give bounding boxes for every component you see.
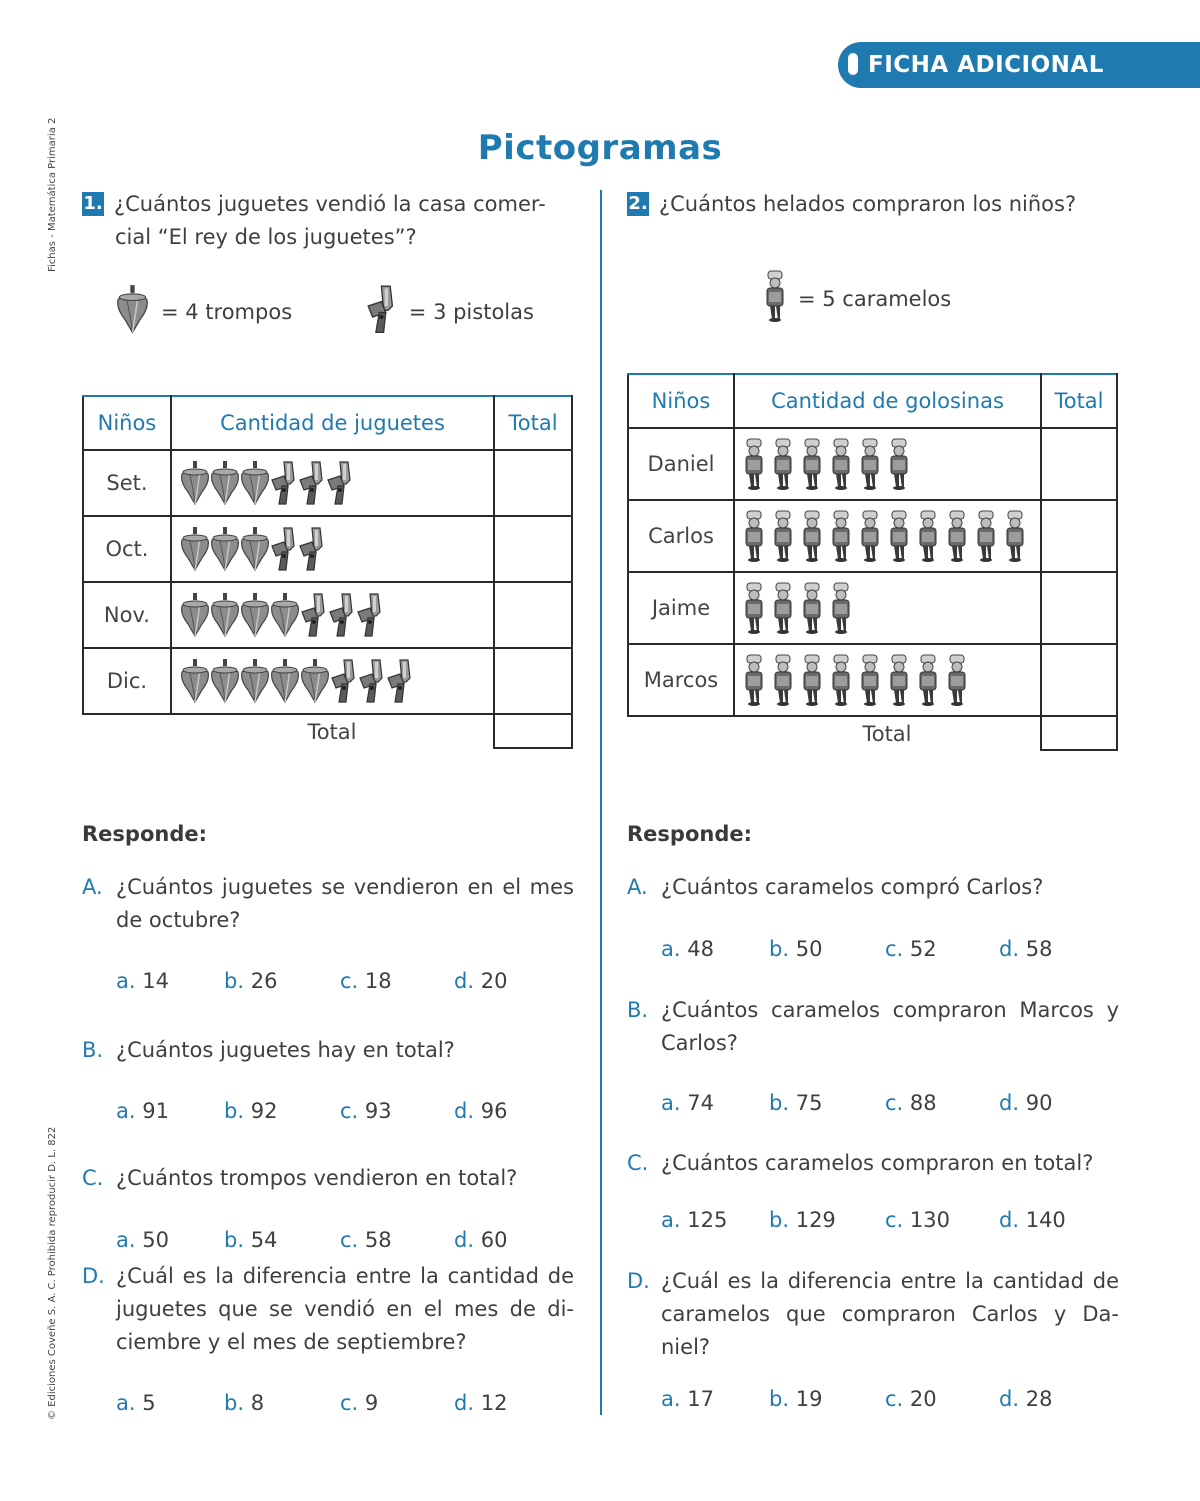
grand-total-cell[interactable] (494, 714, 572, 748)
legend-label: = 3 pistolas (408, 299, 534, 324)
answer-option[interactable] (885, 1091, 937, 1115)
answer-option[interactable] (224, 1391, 264, 1415)
item-letter: D. (82, 1264, 105, 1288)
answer-option[interactable] (769, 1387, 822, 1411)
total-label: Total (307, 719, 357, 744)
candy-pictogram-table (627, 373, 1118, 751)
option-value: 88 (909, 1091, 937, 1115)
pill-icon (848, 53, 858, 75)
answer-option[interactable] (661, 1387, 714, 1411)
option-letter: d. (999, 937, 1020, 961)
option-letter: a. (116, 1099, 136, 1123)
toy-gun-icon (358, 668, 386, 692)
row-icons (171, 516, 494, 582)
option-letter: c. (340, 1391, 359, 1415)
answer-option[interactable] (454, 1228, 507, 1252)
question-2 (627, 188, 1119, 221)
option-letter: d. (454, 969, 475, 993)
candy-figure-icon (801, 667, 823, 691)
row-icons (171, 582, 494, 648)
option-letter: b. (769, 1091, 790, 1115)
option-letter: c. (885, 1208, 904, 1232)
answer-option[interactable] (454, 1391, 507, 1415)
spinning-top-icon (270, 668, 300, 692)
option-value: 9 (364, 1391, 379, 1415)
option-letter: a. (661, 1091, 681, 1115)
candy-figure-icon (743, 451, 765, 475)
answer-option[interactable] (885, 1208, 950, 1232)
option-letter: d. (999, 1091, 1020, 1115)
candy-figure-icon (772, 595, 794, 619)
option-value: 92 (250, 1099, 278, 1123)
option-letter: b. (769, 937, 790, 961)
respond-heading: Responde: (82, 822, 207, 846)
candy-figure-icon (772, 523, 794, 547)
row-icons (734, 500, 1041, 572)
item-text: ¿Cuál es la diferencia entre la cantidad de caramelos que compraron Carlos y Da-niel? (661, 1269, 1119, 1359)
table-row (83, 648, 572, 714)
item-text: ¿Cuántos caramelos compró Carlos? (661, 875, 1044, 899)
question-item (82, 1260, 574, 1359)
answer-option[interactable] (340, 1391, 378, 1415)
spinning-top-icon (300, 668, 330, 692)
page-title: Pictogramas (477, 128, 723, 168)
candy-figure-icon (1004, 523, 1026, 547)
candy-figure-icon (917, 523, 939, 547)
side-caption-bottom: © Ediciones Coveñe S. A. C. Prohibida reproducir D. L. 822 (47, 1126, 58, 1420)
option-value: 48 (687, 937, 714, 961)
option-letter: a. (116, 969, 136, 993)
option-letter: a. (661, 1387, 681, 1411)
option-value: 52 (909, 937, 937, 961)
option-letter: d. (999, 1387, 1020, 1411)
question-item (82, 1162, 574, 1195)
answer-option[interactable] (999, 937, 1052, 961)
item-text: ¿Cuántos caramelos compraron Marcos y Carlos? (661, 998, 1119, 1055)
legend-caramelo (764, 270, 951, 327)
table-row (628, 428, 1117, 500)
row-label: Jaime (628, 572, 734, 644)
option-value: 58 (1025, 937, 1053, 961)
option-value: 18 (364, 969, 392, 993)
spinning-top-icon (180, 602, 210, 626)
question-1 (82, 188, 574, 254)
candy-figure-icon (946, 523, 968, 547)
candy-figure-icon (772, 667, 794, 691)
spinning-top-icon (180, 536, 210, 560)
spinning-top-icon (210, 602, 240, 626)
option-letter: d. (454, 1099, 475, 1123)
option-letter: c. (885, 937, 904, 961)
header-total: Total (494, 396, 572, 450)
spinning-top-icon (116, 284, 161, 340)
option-value: 17 (687, 1387, 714, 1411)
answer-option[interactable] (340, 969, 392, 993)
row-total-cell[interactable] (494, 516, 572, 582)
spinning-top-icon (210, 536, 240, 560)
option-value: 20 (909, 1387, 937, 1411)
option-letter: c. (340, 1099, 359, 1123)
answer-option[interactable] (224, 1228, 277, 1252)
option-value: 91 (142, 1099, 169, 1123)
option-letter: a. (661, 937, 681, 961)
row-label: Dic. (83, 648, 171, 714)
answer-option[interactable] (454, 1099, 507, 1123)
row-total-cell[interactable] (494, 648, 572, 714)
option-value: 96 (480, 1099, 508, 1123)
candy-figure-icon (830, 667, 852, 691)
candy-figure-icon (888, 523, 910, 547)
option-letter: d. (454, 1391, 475, 1415)
row-total-cell[interactable] (494, 450, 572, 516)
option-value: 50 (142, 1228, 169, 1252)
option-value: 20 (480, 969, 508, 993)
table-row (628, 572, 1117, 644)
question-item (627, 871, 1119, 904)
respond-heading: Responde: (627, 822, 752, 846)
option-value: 12 (480, 1391, 508, 1415)
toy-gun-icon (270, 470, 298, 494)
toy-gun-icon (366, 284, 409, 340)
row-icons (734, 572, 1041, 644)
answer-option[interactable] (999, 1091, 1052, 1115)
header-cantidad: Cantidad de golosinas (734, 374, 1041, 428)
answer-option[interactable] (224, 1099, 277, 1123)
option-value: 19 (795, 1387, 823, 1411)
option-value: 14 (142, 969, 169, 993)
side-caption-top: Fichas - Matemática Primaria 2 (47, 117, 58, 272)
question-item (82, 871, 574, 937)
option-value: 90 (1025, 1091, 1053, 1115)
toy-gun-icon (298, 470, 326, 494)
question-text-line: ¿Cuántos juguetes vendió la casa comer- (114, 192, 546, 216)
candy-figure-icon (772, 451, 794, 475)
grand-total-cell[interactable] (1041, 716, 1117, 750)
candy-figure-icon (975, 523, 997, 547)
candy-figure-icon (888, 667, 910, 691)
row-total-cell[interactable] (1041, 428, 1117, 500)
option-value: 125 (687, 1208, 728, 1232)
toy-gun-icon (300, 602, 328, 626)
badge-label: FICHA ADICIONAL (868, 52, 1104, 78)
answer-option[interactable] (999, 1208, 1066, 1232)
question-number: 2. (628, 193, 648, 214)
item-letter: C. (82, 1166, 104, 1190)
answer-option[interactable] (454, 969, 507, 993)
row-label: Daniel (628, 428, 734, 500)
question-item (627, 994, 1119, 1060)
answer-option[interactable] (116, 1099, 169, 1123)
row-label: Carlos (628, 500, 734, 572)
toy-gun-icon (328, 602, 356, 626)
answer-option[interactable] (769, 937, 822, 961)
answer-option[interactable] (116, 969, 169, 993)
candy-figure-icon (917, 667, 939, 691)
item-text: ¿Cuántos juguetes hay en total? (116, 1038, 455, 1062)
row-icons (734, 428, 1041, 500)
row-total-cell[interactable] (1041, 644, 1117, 716)
row-total-cell[interactable] (1041, 572, 1117, 644)
spinning-top-icon (210, 470, 240, 494)
table-row (628, 644, 1117, 716)
question-number: 1. (83, 193, 103, 214)
option-value: 54 (250, 1228, 278, 1252)
option-value: 60 (480, 1228, 508, 1252)
row-icons (171, 648, 494, 714)
candy-figure-icon (830, 451, 852, 475)
item-letter: D. (627, 1269, 650, 1293)
spinning-top-icon (240, 602, 270, 626)
candy-figure-icon (743, 667, 765, 691)
row-label: Marcos (628, 644, 734, 716)
candy-figure-icon (801, 523, 823, 547)
option-value: 130 (909, 1208, 951, 1232)
spinning-top-icon (180, 668, 210, 692)
candy-figure-icon (946, 667, 968, 691)
total-label: Total (862, 721, 912, 746)
candy-figure-icon (859, 523, 881, 547)
item-letter: B. (82, 1038, 104, 1062)
toy-gun-icon (386, 668, 414, 692)
row-icons (171, 450, 494, 516)
spinning-top-icon (240, 536, 270, 560)
candy-figure-icon (801, 451, 823, 475)
option-letter: a. (116, 1391, 136, 1415)
candy-figure-icon (888, 451, 910, 475)
option-letter: d. (999, 1208, 1020, 1232)
header-ninos: Niños (83, 396, 171, 450)
legend-trompo (116, 284, 292, 340)
item-letter: B. (627, 998, 649, 1022)
answer-option[interactable] (116, 1228, 169, 1252)
option-letter: a. (116, 1228, 136, 1252)
option-value: 58 (364, 1228, 392, 1252)
ficha-adicional-badge (838, 42, 1200, 88)
spinning-top-icon (270, 602, 300, 626)
question-item (82, 1034, 574, 1067)
candy-figure-icon (743, 595, 765, 619)
spinning-top-icon (240, 470, 270, 494)
spinning-top-icon (240, 668, 270, 692)
header-cantidad: Cantidad de juguetes (171, 396, 494, 450)
row-total-cell[interactable] (1041, 500, 1117, 572)
table-row (83, 582, 572, 648)
answer-option[interactable] (340, 1099, 392, 1123)
header-total: Total (1041, 374, 1117, 428)
option-value: 129 (795, 1208, 836, 1232)
option-letter: b. (224, 1391, 245, 1415)
candy-figure-icon (830, 523, 852, 547)
item-text: ¿Cuántos trompos vendieron en total? (116, 1166, 518, 1190)
option-letter: b. (224, 1099, 245, 1123)
spinning-top-icon (180, 470, 210, 494)
item-text: ¿Cuántos caramelos compraron en total? (661, 1151, 1094, 1175)
answer-option[interactable] (769, 1208, 836, 1232)
candy-figure-icon (859, 451, 881, 475)
candy-figure-icon (830, 595, 852, 619)
answer-option[interactable] (661, 937, 714, 961)
row-label: Oct. (83, 516, 171, 582)
table-row (83, 450, 572, 516)
toy-gun-icon (330, 668, 358, 692)
question-item (627, 1147, 1119, 1180)
header-ninos: Niños (628, 374, 734, 428)
candy-figure-icon (764, 270, 798, 327)
row-label: Set. (83, 450, 171, 516)
answer-option[interactable] (769, 1091, 822, 1115)
answer-option[interactable] (340, 1228, 392, 1252)
row-label: Nov. (83, 582, 171, 648)
option-letter: c. (340, 969, 359, 993)
answer-option[interactable] (661, 1208, 727, 1232)
answer-option[interactable] (999, 1387, 1052, 1411)
option-value: 8 (250, 1391, 265, 1415)
item-letter: C. (627, 1151, 649, 1175)
spinning-top-icon (210, 668, 240, 692)
column-divider (600, 190, 602, 1415)
option-value: 5 (142, 1391, 156, 1415)
option-letter: b. (769, 1387, 790, 1411)
table-row (628, 500, 1117, 572)
table-row (83, 516, 572, 582)
item-letter: A. (627, 875, 648, 899)
row-total-cell[interactable] (494, 582, 572, 648)
option-letter: b. (769, 1208, 790, 1232)
option-value: 74 (687, 1091, 714, 1115)
toy-gun-icon (298, 536, 326, 560)
option-letter: b. (224, 1228, 245, 1252)
answer-option[interactable] (885, 937, 937, 961)
answer-option[interactable] (116, 1391, 156, 1415)
option-letter: c. (885, 1091, 904, 1115)
total-row (628, 716, 1117, 750)
toy-gun-icon (270, 536, 298, 560)
option-letter: d. (454, 1228, 475, 1252)
question-text-line: ¿Cuántos helados compraron los niños? (659, 192, 1077, 216)
option-value: 75 (795, 1091, 823, 1115)
total-row (83, 714, 572, 748)
option-value: 140 (1025, 1208, 1066, 1232)
candy-figure-icon (801, 595, 823, 619)
item-text: ¿Cuántos juguetes se vendieron en el mes de octubre? (116, 875, 574, 932)
answer-option[interactable] (224, 969, 277, 993)
option-letter: a. (661, 1208, 681, 1232)
option-letter: b. (224, 969, 245, 993)
toy-gun-icon (326, 470, 354, 494)
candy-figure-icon (859, 667, 881, 691)
option-value: 26 (250, 969, 278, 993)
option-value: 28 (1025, 1387, 1053, 1411)
legend-label: = 5 caramelos (798, 286, 952, 311)
option-value: 93 (364, 1099, 392, 1123)
option-letter: c. (885, 1387, 904, 1411)
legend-pistola (366, 284, 534, 340)
legend-label: = 4 trompos (161, 299, 293, 324)
toy-gun-icon (356, 602, 384, 626)
candy-figure-icon (743, 523, 765, 547)
item-text: ¿Cuál es la diferencia entre la cantidad de juguetes que se vendió en el mes de di-ciembre y el mes de septiembre? (116, 1264, 574, 1354)
option-letter: c. (340, 1228, 359, 1252)
answer-option[interactable] (885, 1387, 937, 1411)
toy-pictogram-table (82, 395, 573, 749)
row-icons (734, 644, 1041, 716)
option-value: 50 (795, 937, 823, 961)
answer-option[interactable] (661, 1091, 714, 1115)
question-item (627, 1265, 1119, 1364)
item-letter: A. (82, 875, 103, 899)
question-text-line: cial “El rey de los juguetes”? (115, 225, 417, 249)
